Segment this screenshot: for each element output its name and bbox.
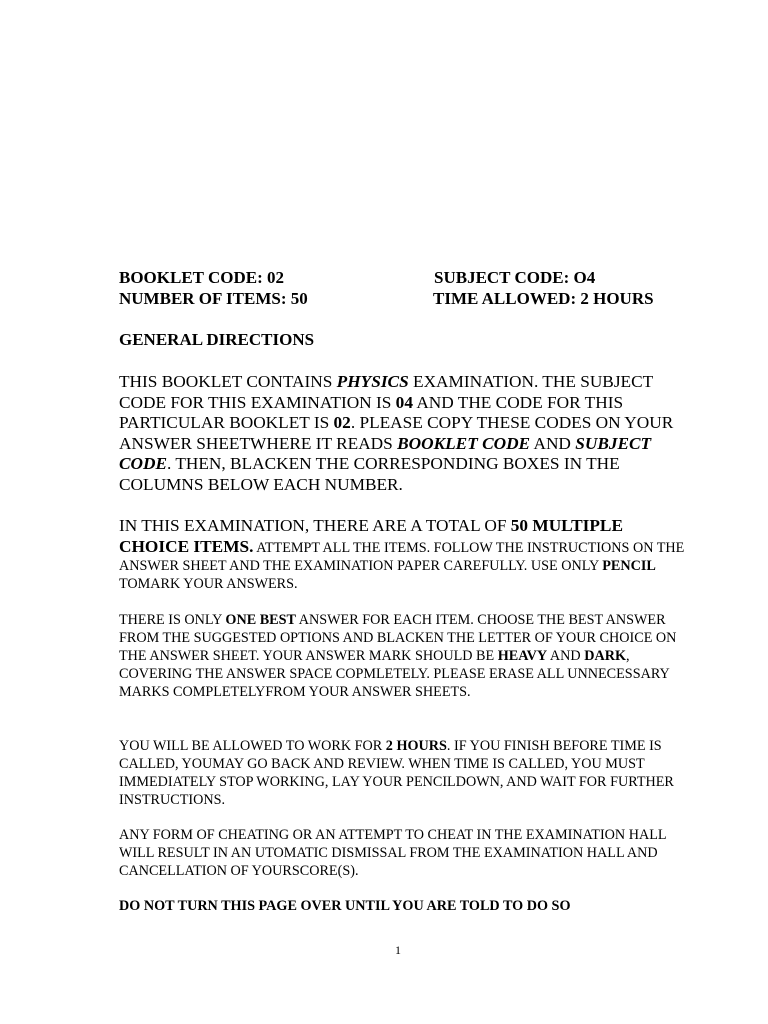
page-number: 1 [395, 943, 401, 957]
item-count-emphasis: 50 MULTIPLE CHOICE ITEMS. [119, 516, 623, 556]
directions-paragraph-3 [119, 611, 689, 701]
text: THERE IS ONLY [119, 612, 226, 628]
subject-code-term: SUBJECT CODE [119, 433, 652, 474]
text: , COVERING THE ANSWER SPACE COPMLETELY. PLEASE ERASE ALL UNNECESSARY MARKS COMPLETELYFROM YOUR ANSWER SHEETS. [119, 648, 670, 700]
text: IN THIS EXAMINATION, THERE ARE A TOTAL OF [119, 516, 511, 535]
directions-paragraph-5 [119, 826, 689, 880]
subject-name: PHYSICS [336, 372, 409, 391]
text: . IF YOU FINISH BEFORE TIME IS CALLED, YOUMAY GO BACK AND REVIEW. WHEN TIME IS CALLED, YOU MUST IMMEDIATELY STOP WORKING, LAY YOUR PENCILDOWN, AND WAIT FOR FURTHER INSTRUCTIONS. [119, 738, 674, 808]
subject-code: SUBJECT CODE: O4 [434, 268, 596, 287]
one-best-emphasis: ONE BEST [225, 612, 296, 628]
number-of-items: NUMBER OF ITEMS: 50 [119, 289, 308, 308]
directions-paragraph-1 [119, 372, 689, 496]
text: . PLEASE COPY THESE CODES ON YOUR ANSWER SHEETWHERE IT READS [119, 413, 674, 453]
time-emphasis: 2 HOURS [385, 738, 447, 754]
pencil-emphasis: PENCIL [602, 558, 656, 575]
booklet-code: BOOKLET CODE: 02 [119, 268, 284, 287]
final-instruction: DO NOT TURN THIS PAGE OVER UNTIL YOU ARE TOLD TO DO SO [119, 898, 571, 914]
heavy-emphasis: HEAVY [497, 648, 548, 664]
text: TOMARK YOUR ANSWERS. [119, 576, 298, 593]
general-directions-title: GENERAL DIRECTIONS [119, 330, 315, 349]
directions-paragraph-4 [119, 737, 689, 809]
dark-emphasis: DARK [584, 648, 626, 664]
text: ATTEMPT ALL THE ITEMS. FOLLOW THE INSTRUCTIONS ON THE ANSWER SHEET AND THE EXAMINATION PAPER CAREFULLY. USE ONLY [119, 539, 685, 575]
booklet-code-term: BOOKLET CODE [397, 433, 531, 453]
text: . THEN, BLACKEN THE CORRESPONDING BOXES IN THE COLUMNS BELOW EACH NUMBER. [119, 454, 620, 494]
booklet-code-value: 02 [333, 413, 351, 433]
text: ANY FORM OF CHEATING OR AN ATTEMPT TO CHEAT IN THE EXAMINATION HALL WILL RESULT IN AN UTOMATIC DISMISSAL FROM THE EXAMINATION HALL AND CANCELLATION OF YOURSCORE(S). [119, 827, 667, 879]
text: YOU WILL BE ALLOWED TO WORK FOR [119, 738, 386, 754]
text: AND THE CODE FOR THIS PARTICULAR BOOKLET IS [119, 392, 624, 433]
text: EXAMINATION. THE SUBJECT CODE FOR THIS EXAMINATION IS [119, 372, 653, 412]
directions-paragraph-2 [119, 516, 689, 593]
text: AND [547, 648, 585, 664]
text: AND [530, 433, 576, 453]
text: ANSWER FOR EACH ITEM. CHOOSE THE BEST ANSWER FROM THE SUGGESTED OPTIONS AND BLACKEN THE LETTER OF YOUR CHOICE ON THE ANSWER SHEET. YOUR ANSWER MARK SHOULD BE [119, 612, 677, 664]
subject-code-value: 04 [395, 392, 413, 412]
text: THIS BOOKLET CONTAINS [119, 372, 337, 391]
time-allowed: TIME ALLOWED: 2 HOURS [433, 289, 654, 308]
